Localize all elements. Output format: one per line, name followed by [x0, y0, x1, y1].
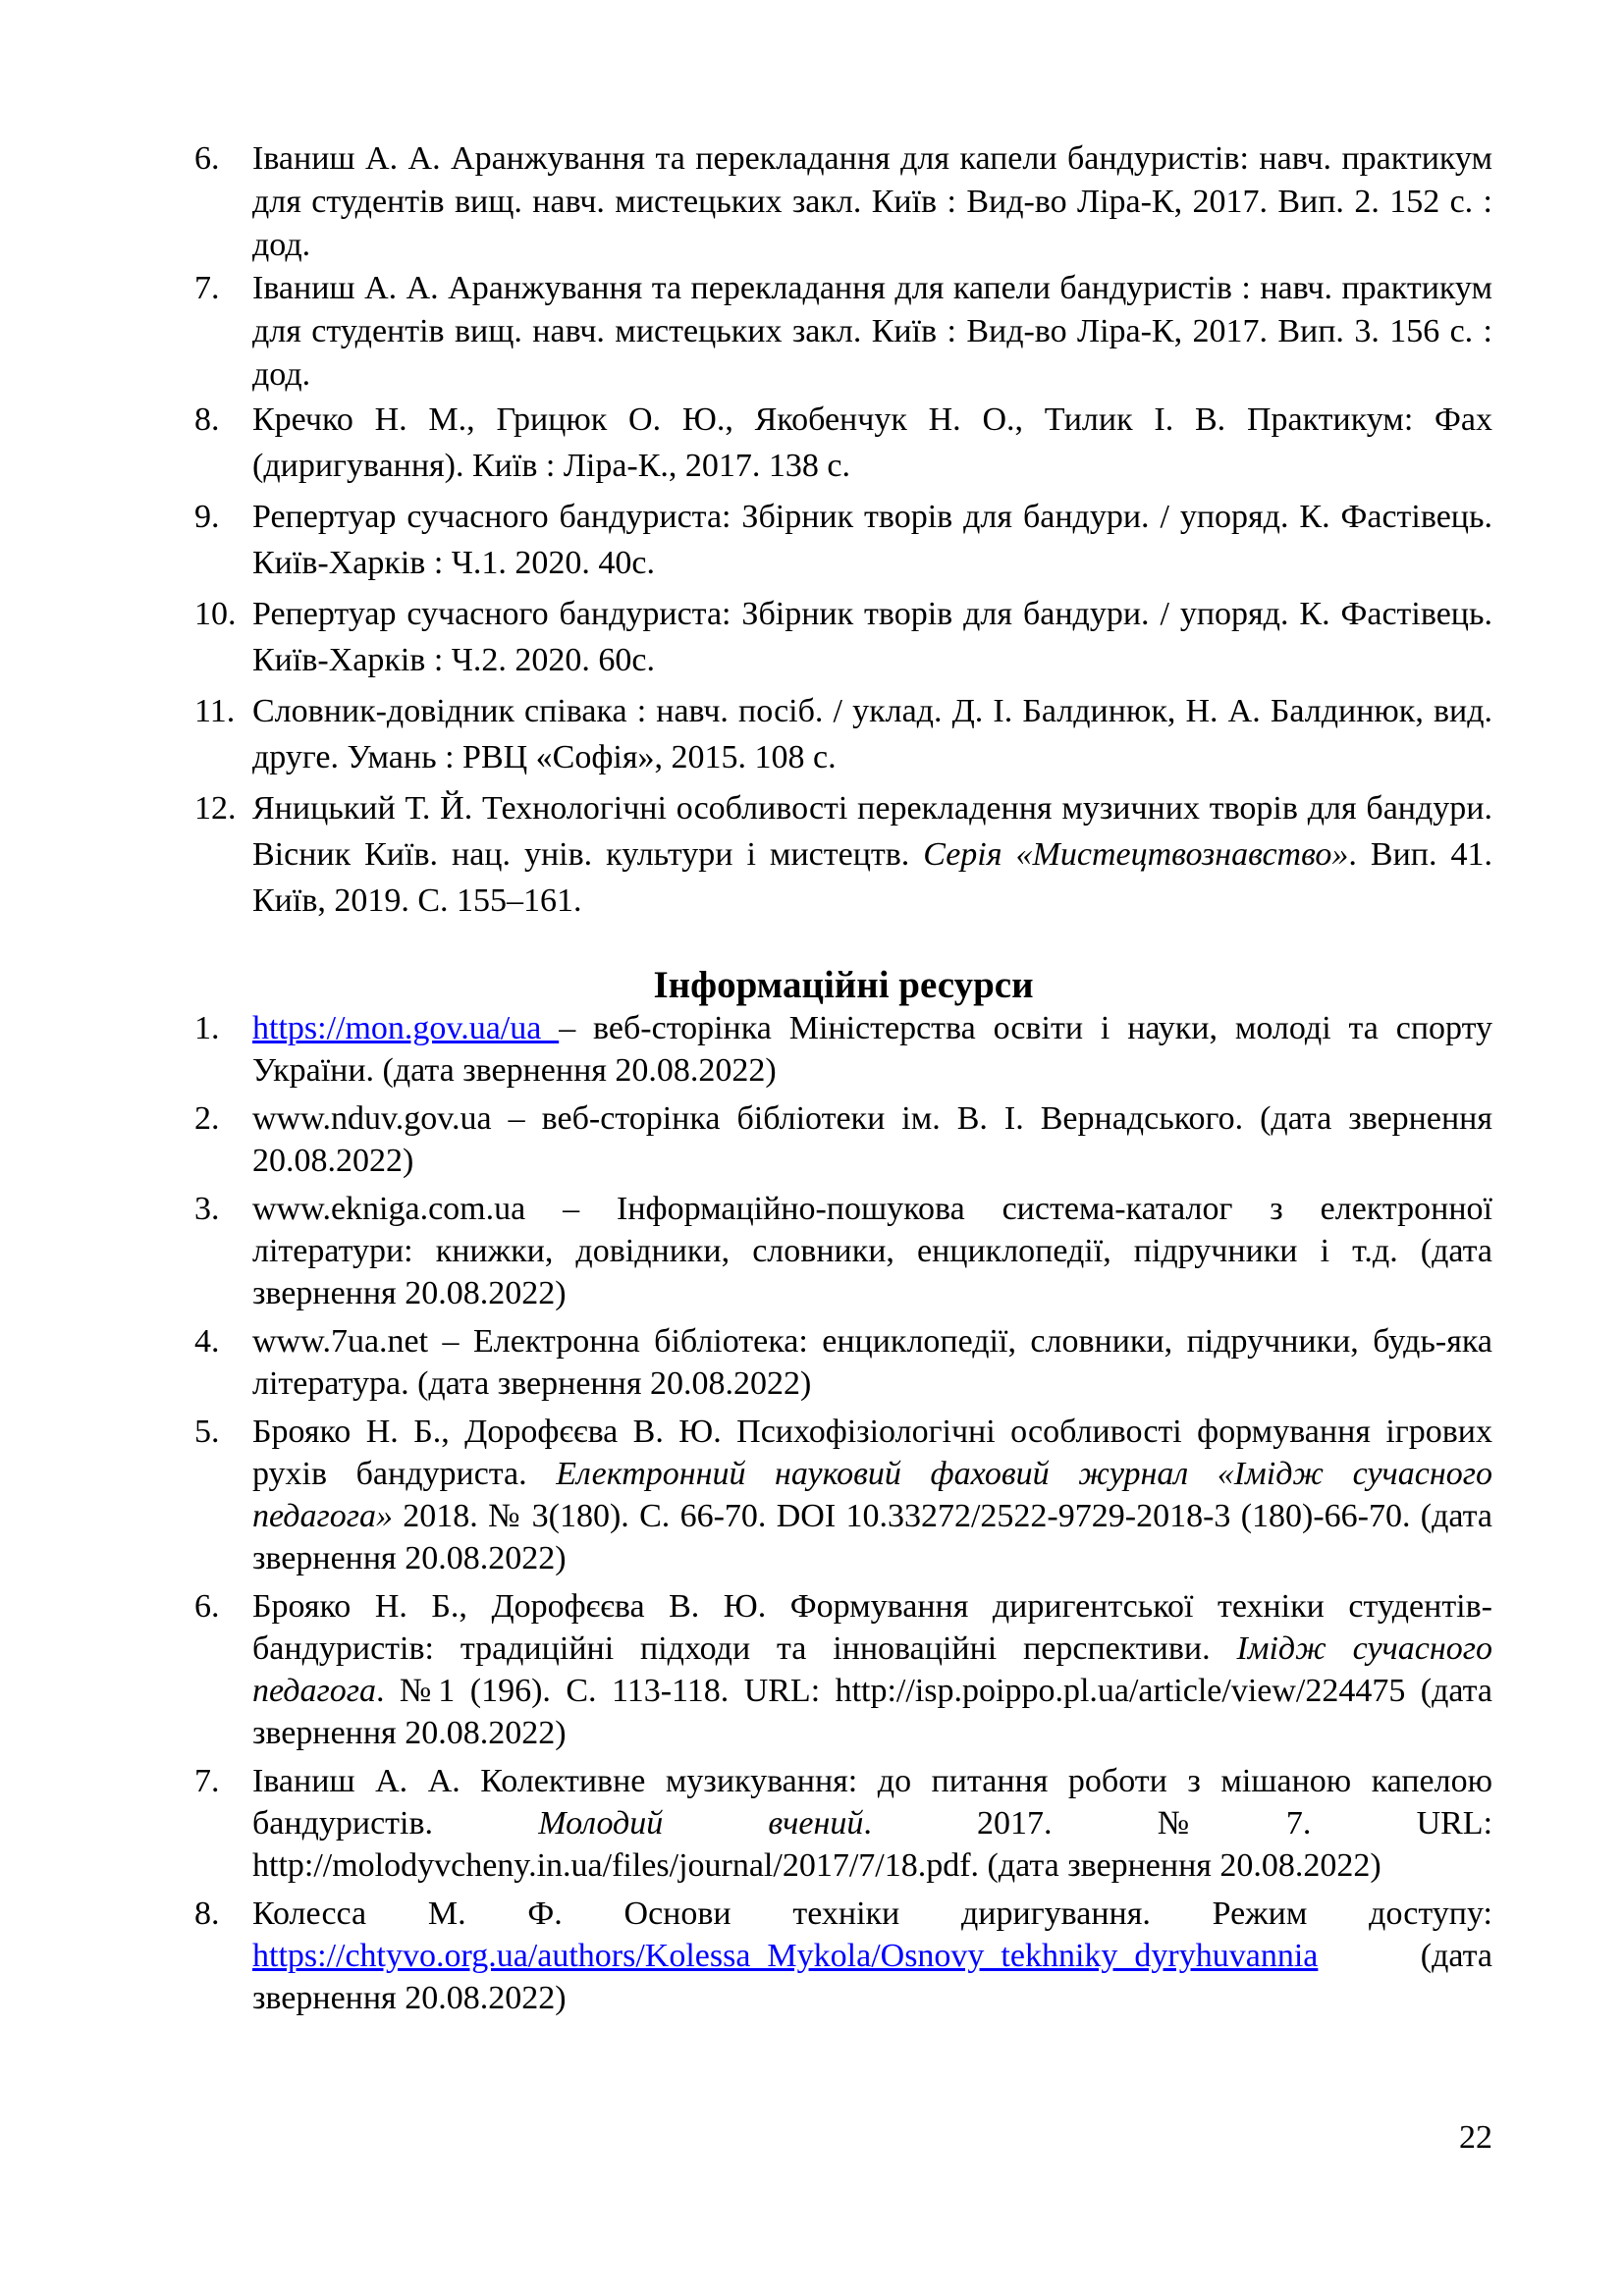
resource-item — [194, 1411, 1492, 1579]
bibliography-item — [194, 397, 1492, 489]
bibliography-list — [194, 137, 1492, 924]
item-text — [252, 401, 1492, 484]
text-run: Брояко Н. Б., Дорофєєва В. Ю. Психофізіологічні особливості формування ігрових рухів бандуриста. — [252, 1414, 1492, 1492]
resources-heading: Інформаційні ресурси — [653, 964, 1034, 1006]
item-text — [252, 1896, 1492, 2016]
text-run: 2018. № 3(180). С. 66-70. DOI 10.33272/2522-9729-2018-3 (180)-66-70. (дата звернення 20.08.2022) — [252, 1498, 1492, 1576]
bibliography-item — [194, 785, 1492, 924]
item-number: 4. — [194, 1323, 220, 1360]
italic-text: Електронний науковий фаховий журнал «Імідж сучасного педагога» — [252, 1456, 1492, 1534]
text-run: www.nduv.gov.ua – веб-сторінка бібліотеки ім. В. І. Вернадського. (дата звернення 20.08.2022) — [252, 1100, 1492, 1179]
item-text — [252, 693, 1492, 775]
item-text — [252, 1588, 1492, 1751]
text-run: Яницький Т. Й. Технологічні особливості перекладення музичних творів для бандури. Вісник Київ. нац. унів. культури і мистецтв. — [252, 790, 1492, 873]
page-number: 22 — [1459, 2119, 1492, 2156]
item-number: 6. — [194, 1588, 220, 1625]
item-number: 6. — [194, 140, 220, 177]
text-run: Репертуар сучасного бандуриста: Збірник творів для бандури. / упоряд. К. Фастівець. Київ-Харків : Ч.1. 2020. 40с. — [252, 499, 1492, 581]
text-run: . Вип. 41. Київ, 2019. С. 155–161. — [252, 836, 1492, 919]
item-text — [252, 140, 1492, 263]
text-run: Репертуар сучасного бандуриста: Збірник творів для бандури. / упоряд. К. Фастівець. Київ-Харків : Ч.2. 2020. 60с. — [252, 596, 1492, 678]
text-run: www.ekniga.com.ua – Інформаційно-пошукова система-каталог з електронної літератури: книжки, довідники, словники, енциклопедії, підручники і т.д. (дата звернення 20.08.2022) — [252, 1191, 1492, 1311]
bibliography-item — [194, 137, 1492, 267]
text-run: (дата звернення 20.08.2022) — [252, 1938, 1492, 2016]
item-text — [252, 499, 1492, 581]
item-number: 9. — [194, 499, 220, 535]
bibliography-item — [194, 494, 1492, 586]
resource-item — [194, 1760, 1492, 1887]
bibliography-item — [194, 267, 1492, 397]
item-text — [252, 1191, 1492, 1311]
resource-item — [194, 1585, 1492, 1754]
resource-item — [194, 1097, 1492, 1182]
text-run: – веб-сторінка Міністерства освіти і науки, молоді та спорту України. (дата звернення 20.08.2022) — [252, 1010, 1492, 1089]
resource-item — [194, 1188, 1492, 1314]
item-text — [252, 1414, 1492, 1576]
italic-text: Серія «Мистецтвознавство» — [923, 836, 1349, 873]
text-run: www.7ua.net – Електронна бібліотека: енциклопедії, словники, підручники, будь-яка література. (дата звернення 20.08.2022) — [252, 1323, 1492, 1402]
bibliography-item — [194, 591, 1492, 683]
item-text — [252, 1323, 1492, 1402]
text-run: . №1 (196). С. 113-118. URL: http://isp.poippo.pl.ua/article/view/224475 (дата звернення 20.08.2022) — [252, 1673, 1492, 1751]
item-number: 3. — [194, 1191, 220, 1227]
item-text — [252, 790, 1492, 919]
item-number: 11. — [194, 693, 236, 729]
item-number: 1. — [194, 1010, 220, 1046]
text-run: Іваниш А. А. Колективне музикування: до питання роботи з мішаною капелою бандуристів. — [252, 1763, 1492, 1842]
text-run: Колесса М. Ф. Основи техніки диригування. Режим доступу: — [252, 1896, 1492, 1932]
item-text — [252, 1010, 1492, 1089]
italic-text: Імідж сучасного педагога — [252, 1630, 1492, 1709]
page-footer — [194, 2116, 1492, 2160]
item-number: 5. — [194, 1414, 220, 1450]
item-text — [252, 596, 1492, 678]
resources-list — [194, 1007, 1492, 2019]
bibliography-item — [194, 688, 1492, 780]
item-text — [252, 1763, 1492, 1884]
resource-item — [194, 1893, 1492, 2019]
item-text — [252, 1100, 1492, 1179]
item-number: 7. — [194, 270, 220, 306]
item-text — [252, 270, 1492, 393]
hyperlink[interactable]: https://mon.gov.ua/ua — [252, 1010, 560, 1046]
text-run: Іваниш А. А. Аранжування та перекладання для капели бандуристів: навч. практикум для студентів вищ. навч. мистецьких закл. Київ : Вид-во Ліра-К, 2017. Вип. 2. 152 с. : дод. — [252, 140, 1492, 263]
item-number: 10. — [194, 596, 237, 632]
page-content — [194, 137, 1492, 2025]
item-number: 2. — [194, 1100, 220, 1137]
text-run: Кречко Н. М., Грицюк О. Ю., Якобенчук Н. О., Тилик І. В. Практикум: Фах (диригування). Київ : Ліра-К., 2017. 138 с. — [252, 401, 1492, 484]
hyperlink[interactable]: https://chtyvo.org.ua/authors/Kolessa_Mykola/Osnovy_tekhniky_dyryhuvannia — [252, 1938, 1319, 1974]
italic-text: Молодий вчений — [538, 1805, 864, 1842]
text-run: Брояко Н. Б., Дорофєєва В. Ю. Формування диригентської техніки студентів-бандуристів: традиційні підходи та інноваційні перспективи. — [252, 1588, 1492, 1667]
item-number: 8. — [194, 1896, 220, 1932]
text-run: Іваниш А. А. Аранжування та перекладання для капели бандуристів : навч. практикум для студентів вищ. навч. мистецьких закл. Київ : Вид-во Ліра-К, 2017. Вип. 3. 156 с. : дод. — [252, 270, 1492, 393]
item-number: 12. — [194, 790, 237, 827]
item-number: 7. — [194, 1763, 220, 1799]
item-number: 8. — [194, 401, 220, 438]
resource-item — [194, 1007, 1492, 1092]
resource-item — [194, 1320, 1492, 1405]
text-run: Словник-довідник співака : навч. посіб. / уклад. Д. І. Балдинюк, Н. А. Балдинюк, вид. друге. Умань : РВЦ «Софія», 2015. 108 с. — [252, 693, 1492, 775]
text-run: . 2017. №7. URL: http://molodyvcheny.in.ua/files/journal/2017/7/18.pdf. (дата звернення 20.08.2022) — [252, 1805, 1493, 1884]
